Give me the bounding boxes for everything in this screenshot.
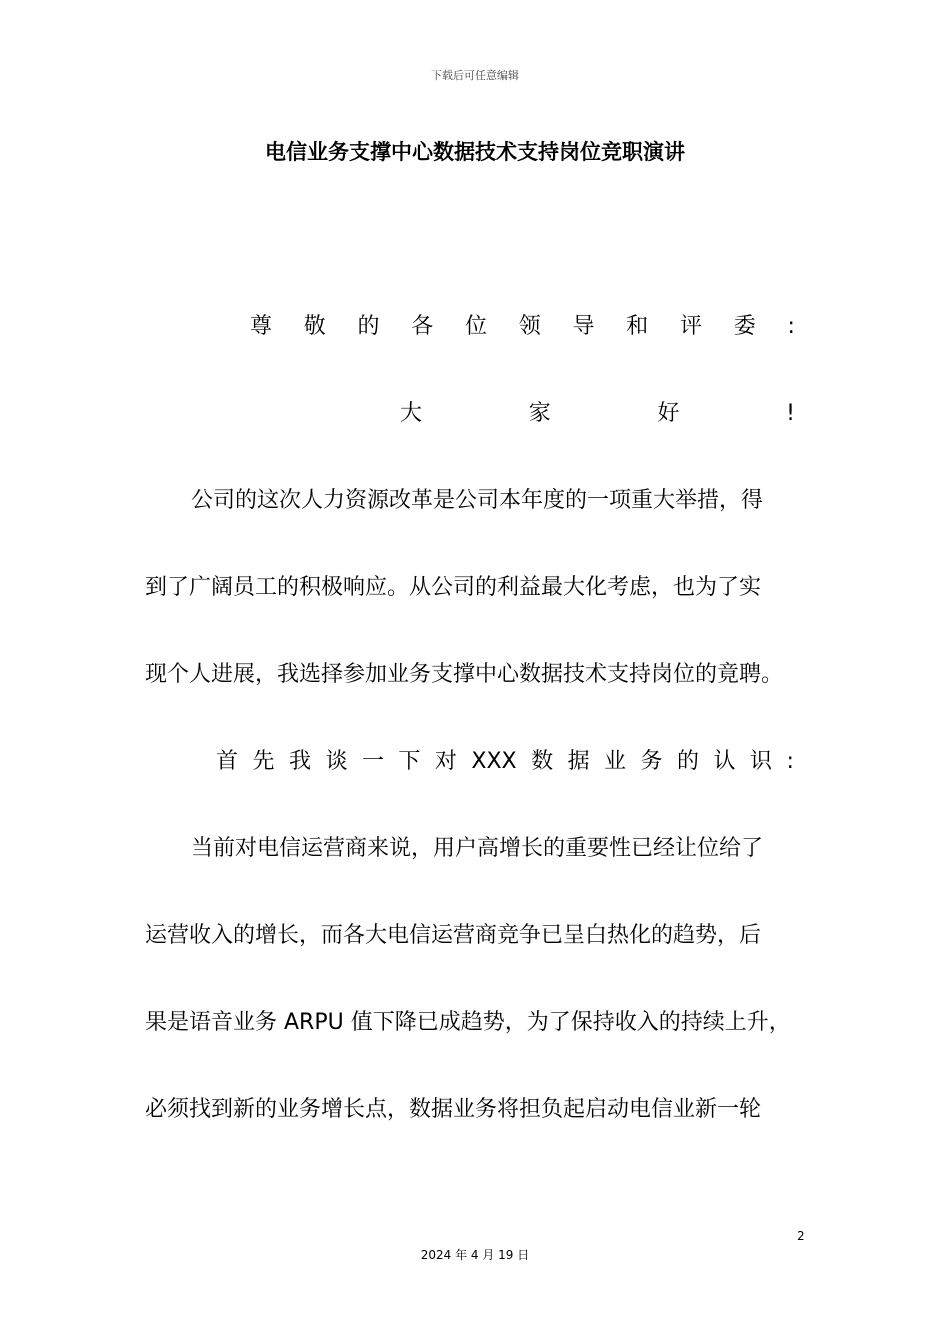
- paragraph-2-line: 必须找到新的业务增长点，数据业务将担负起启动电信业新一轮: [145, 1097, 762, 1122]
- salutation-char: 尊: [250, 314, 273, 339]
- paragraph-1-line: 公司的这次人力资源改革是公司本年度的一项重大举措，得: [191, 488, 764, 513]
- greeting-char: 好: [657, 401, 680, 426]
- paragraph-2-line: 当前对电信运营商来说，用户高增长的重要性已经让位给了: [191, 836, 764, 861]
- header-note: 下载后可任意编辑: [431, 69, 519, 82]
- footer-date: 2024 年 4 月 19 日: [420, 1248, 530, 1262]
- greeting-char: 家: [528, 401, 551, 426]
- section-intro-char: 据: [567, 749, 590, 774]
- document-title: 电信业务支撑中心数据技术支持岗位竞职演讲: [265, 140, 685, 164]
- section-intro-char: 我: [288, 749, 311, 774]
- section-intro-char: 先: [252, 749, 275, 774]
- salutation-char: 敬: [303, 314, 326, 339]
- section-intro-char: 一: [361, 749, 384, 774]
- section-intro-line: [216, 747, 794, 777]
- salutation-char: 和: [626, 314, 649, 339]
- section-intro-char: 业: [604, 749, 627, 774]
- paragraph-2-line: 果是语音业务 ARPU 值下降已成趋势，为了保持收入的持续上升，: [145, 1010, 791, 1035]
- paragraph-2-line: 运营收入的增长，而各大电信运营商竞争已呈白热化的趋势，后: [145, 923, 762, 948]
- salutation-char: 各: [411, 314, 434, 339]
- salutation-char: 的: [357, 314, 380, 339]
- paragraph-1-line: 现个人进展，我选择参加业务支撑中心数据技术支持岗位的竟聘。: [145, 662, 784, 687]
- salutation-char: 委: [733, 314, 756, 339]
- salutation-line: [250, 312, 795, 342]
- section-intro-char: 下: [398, 749, 421, 774]
- section-intro-char: 首: [216, 749, 239, 774]
- salutation-char: 位: [465, 314, 488, 339]
- section-intro-char: 务: [640, 749, 663, 774]
- salutation-char: 评: [680, 314, 703, 339]
- salutation-char: 导: [572, 314, 595, 339]
- salutation-char: :: [787, 314, 795, 339]
- greeting-line: [400, 399, 795, 429]
- section-intro-char: 谈: [325, 749, 348, 774]
- greeting-char: 大: [400, 401, 423, 426]
- section-intro-char: 数: [531, 749, 554, 774]
- section-intro-char: XXX: [471, 749, 517, 774]
- paragraph-1-line: 到了广阔员工的积极响应。从公司的利益最大化考虑，也为了实: [145, 575, 762, 600]
- page-number: 2: [797, 1229, 805, 1243]
- section-intro-char: 对: [434, 749, 457, 774]
- greeting-char: !: [786, 401, 795, 426]
- salutation-char: 领: [518, 314, 541, 339]
- section-intro-char: 认: [713, 749, 736, 774]
- section-intro-char: 的: [677, 749, 700, 774]
- section-intro-char: 识: [749, 749, 772, 774]
- section-intro-char: :: [786, 749, 794, 774]
